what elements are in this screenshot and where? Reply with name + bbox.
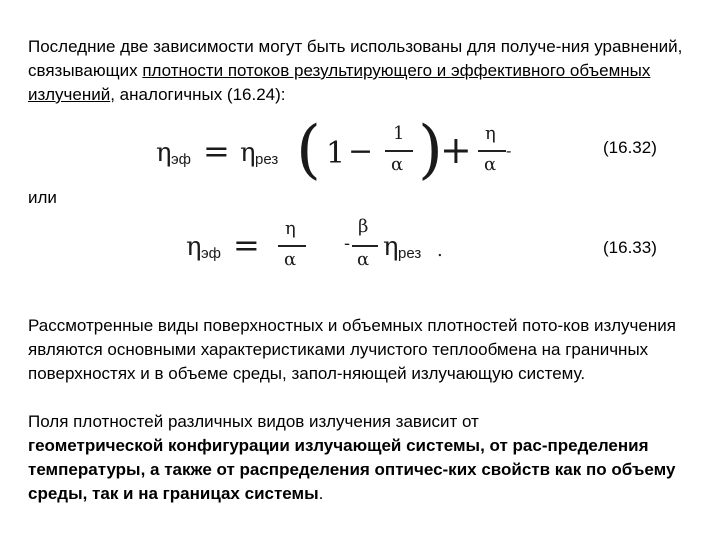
eq2-frac2-bar (352, 245, 378, 247)
eq1-right-paren: ) (418, 113, 443, 187)
intro-underlined-text: плотности потоков результирующего и эффективного объемных излучений (28, 61, 651, 104)
paragraph-fields-bold: геометрической конфигурации излучающей системы, от рас-пределения температуры, а также от распределения оптичес-ких свойств как по объему среды, так и на границах системы (28, 436, 676, 503)
eq1-frac2-numerator: η (485, 123, 496, 144)
equation-number-16-33: (16.33) (603, 238, 657, 257)
eq1-sub-rez: рез (255, 151, 279, 168)
eq1-frac1-numerator: 1 (393, 123, 405, 144)
eq2-frac1-bar (278, 245, 306, 247)
eq2-frac1-denominator: α (284, 249, 297, 270)
equation-number-16-32: (16.32) (603, 138, 657, 157)
paragraph-radiation-fields (28, 410, 696, 506)
eq1-eta-rez: η (240, 138, 256, 168)
eq2-frac1-numerator: η (285, 218, 296, 239)
paragraph-fields-plain: Поля плотностей различных видов излучения зависит от (28, 412, 479, 431)
or-word: или (28, 188, 57, 207)
eq1-frac1-denominator: α (391, 154, 404, 175)
eq2-sub-ef: эф (201, 245, 221, 262)
eq1-eta: η (156, 138, 172, 168)
eq2-eta-rez: η (383, 232, 399, 262)
eq2-dot: . (437, 240, 443, 261)
eq1-plus: + (440, 128, 472, 172)
eq1-sub-ef: эф (171, 151, 191, 168)
eq1-one: 1 (326, 136, 346, 171)
eq1-frac2-denominator: α (484, 154, 497, 175)
eq1-minus: − (348, 134, 374, 169)
eq1-equals: = (203, 132, 230, 170)
intro-text-after: , аналогичных (16.24): (110, 85, 286, 104)
paragraph-radiation-types: Рассмотренные виды поверхностных и объемных плотностей пото-ков излучения являются основными характеристиками лучистого теплообмена на граничных поверхностях и в объеме среды, запол-няющей излучающую систему. (28, 316, 676, 383)
intro-text-before: Последние две зависимости могут быть использованы для получе-ния уравнений, связывающих (28, 37, 683, 80)
paragraph-fields-end: . (318, 484, 324, 503)
eq2-frac2-numerator: β (358, 216, 369, 237)
eq2-frac2-denominator: α (357, 249, 370, 270)
eq1-trailing-dash: - (506, 141, 512, 160)
eq2-sub-rez: рез (398, 245, 422, 262)
eq2-eta: η (186, 232, 202, 262)
eq2-minus: - (344, 233, 351, 254)
eq2-equals: = (233, 226, 260, 264)
eq1-left-paren: ( (296, 113, 321, 187)
